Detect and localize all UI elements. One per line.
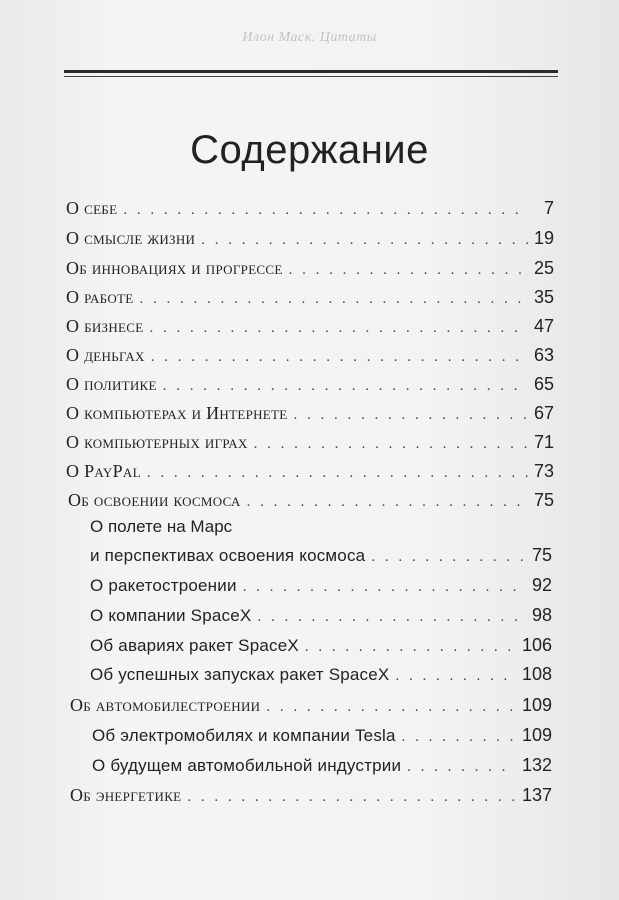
toc-entry-page: 35 <box>533 287 554 307</box>
toc-subentry-label: и перспективах освоения космоса <box>90 546 366 565</box>
toc-subentry[interactable] <box>92 725 552 753</box>
toc-entry-page: 75 <box>533 490 554 510</box>
page-title: Содержание <box>190 128 429 172</box>
toc-entry-label: О смысле жизни <box>66 228 196 248</box>
leader-dots <box>140 291 528 308</box>
toc-entry[interactable] <box>66 228 554 256</box>
toc-entry[interactable] <box>70 695 552 723</box>
leader-dots <box>187 789 516 806</box>
toc-entry-page: 109 <box>521 695 552 715</box>
toc-entry-page: 67 <box>533 403 554 423</box>
toc-entry-label: О работе <box>66 287 134 307</box>
toc-subentry-label: Об успешных запусках ракет SpaceX <box>90 665 390 684</box>
leader-dots <box>305 639 516 656</box>
leader-dots <box>243 579 526 596</box>
toc-entry-page: 137 <box>521 785 552 805</box>
toc-entry-page: 19 <box>533 228 554 248</box>
toc-entry-label: О PayPal <box>66 461 141 481</box>
toc-entry[interactable] <box>66 403 554 431</box>
toc-entry-label: Об энергетике <box>70 785 182 805</box>
toc-subentry-page: 108 <box>521 664 552 684</box>
toc-subentry-page: 92 <box>531 575 552 595</box>
toc-entry-label: О деньгах <box>66 345 145 365</box>
toc-entry-label: О себе <box>66 198 118 218</box>
running-head: Илон Маск. Цитаты <box>242 30 377 45</box>
toc-entry-page: 47 <box>533 316 554 336</box>
toc-entry-page: 65 <box>533 374 554 394</box>
leader-dots <box>147 465 528 482</box>
toc-subentry[interactable] <box>92 755 552 783</box>
toc-entry[interactable] <box>68 490 554 518</box>
header-rule-thin <box>64 76 558 77</box>
toc-subentry-label: О ракетостроении <box>90 576 237 595</box>
leader-dots <box>201 232 528 249</box>
leader-dots <box>371 549 526 566</box>
leader-dots <box>163 378 528 395</box>
toc-entry[interactable] <box>66 287 554 315</box>
toc-subentry-first-line: О полете на Марс <box>90 517 233 536</box>
leader-dots <box>123 202 528 219</box>
toc-entry[interactable] <box>66 461 554 489</box>
leader-dots <box>254 436 528 453</box>
toc-subentry-label: О компании SpaceX <box>90 606 252 625</box>
toc-entry-label: О компьютерах и Интернете <box>66 403 288 423</box>
toc-subentry-page: 106 <box>521 635 552 655</box>
toc-subentry-label: О будущем автомобильной индустрии <box>92 756 402 775</box>
toc-subentry[interactable] <box>90 664 552 692</box>
toc-subentry-page: 132 <box>521 755 552 775</box>
toc-subentry-page: 75 <box>531 545 552 565</box>
leader-dots <box>407 759 516 776</box>
toc-entry-label: О компьютерных играх <box>66 432 248 452</box>
toc-entry-label: Об освоении космоса <box>68 490 241 510</box>
leader-dots <box>150 320 528 337</box>
toc-subentry[interactable] <box>90 635 552 663</box>
leader-dots <box>257 609 526 626</box>
leader-dots <box>266 699 516 716</box>
toc-entry-page: 63 <box>533 345 554 365</box>
toc-entry-label: О политике <box>66 374 157 394</box>
leader-dots <box>151 349 528 366</box>
header-rule-thick <box>64 70 558 73</box>
toc-entry-page: 7 <box>543 198 554 218</box>
toc-entry[interactable] <box>66 432 554 460</box>
toc-subentry[interactable] <box>90 575 552 603</box>
toc-entry-label: О бизнесе <box>66 316 144 336</box>
toc-subentry-label: Об электромобилях и компании Tesla <box>92 726 396 745</box>
toc-entry[interactable] <box>66 198 554 226</box>
toc-entry-page: 25 <box>533 258 554 278</box>
toc-entry-page: 71 <box>533 432 554 452</box>
leader-dots <box>247 494 528 511</box>
leader-dots <box>289 262 528 279</box>
toc-entry[interactable] <box>66 316 554 344</box>
toc-subentry-label: Об авариях ракет SpaceX <box>90 636 299 655</box>
toc-entry[interactable] <box>66 345 554 373</box>
toc-subentry[interactable] <box>90 517 552 573</box>
toc-entry[interactable] <box>66 258 554 286</box>
leader-dots <box>402 729 516 746</box>
toc-entry-label: Об автомобилестроении <box>70 695 261 715</box>
leader-dots <box>294 407 528 424</box>
toc-entry-label: Об инновациях и прогрессе <box>66 258 283 278</box>
toc-subentry[interactable] <box>90 605 552 633</box>
toc-entry-page: 73 <box>533 461 554 481</box>
toc-subentry-page: 98 <box>531 605 552 625</box>
toc-entry[interactable] <box>70 785 552 813</box>
leader-dots <box>395 668 516 685</box>
toc-entry[interactable] <box>66 374 554 402</box>
toc-subentry-page: 109 <box>521 725 552 745</box>
